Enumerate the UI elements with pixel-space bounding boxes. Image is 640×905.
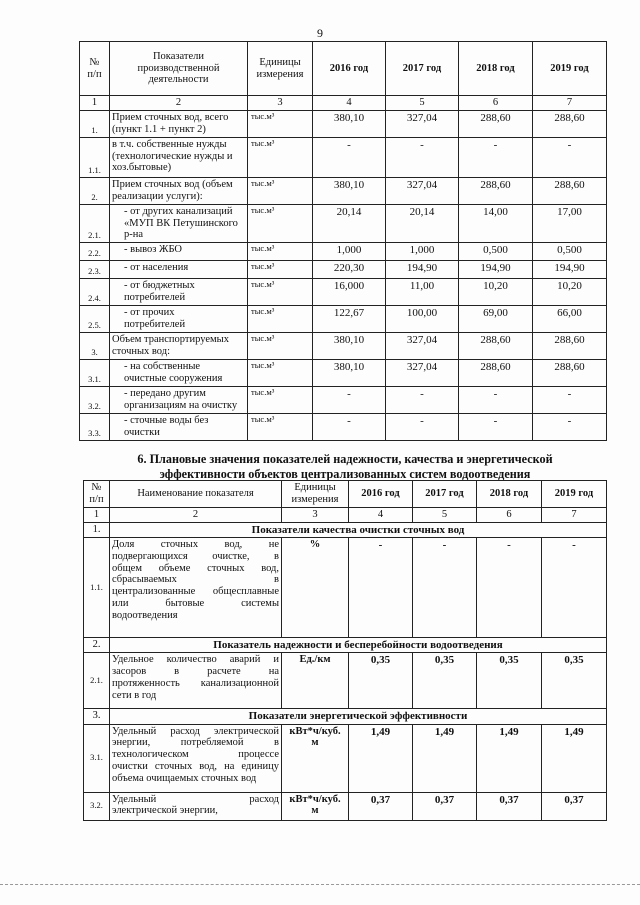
row-number: 3.2. xyxy=(80,387,110,414)
value-cell: 0,500 xyxy=(459,243,533,261)
value-cell: 380,10 xyxy=(313,110,386,137)
header-cell: 2016 год xyxy=(349,481,413,508)
row-number: 2.5. xyxy=(80,306,110,333)
indicator-name: - от бюджетных потребителей xyxy=(110,279,248,306)
value-cell: 0,500 xyxy=(533,243,607,261)
value-cell: - xyxy=(386,137,459,177)
section-row xyxy=(84,709,607,724)
header-cell: 2017 год xyxy=(386,42,459,96)
unit-cell: тыс.м³ xyxy=(248,360,313,387)
indicator-name: - сточные воды без очистки xyxy=(110,414,248,441)
indicator-name: Доля сточных вод, не подвергающихся очистке, в общем объеме сточных вод, сбрасываемых в централизованные общесплавные или бытовые системы водоотведения xyxy=(110,538,282,638)
section-row xyxy=(84,638,607,653)
value-cell: - xyxy=(459,414,533,441)
column-number: 6 xyxy=(459,96,533,111)
unit-cell: тыс.м³ xyxy=(248,279,313,306)
value-cell: - xyxy=(313,137,386,177)
indicator-name: - от других канализаций «МУП ВК Петушинского р-на xyxy=(110,204,248,242)
column-number: 4 xyxy=(313,96,386,111)
value-cell: 10,20 xyxy=(533,279,607,306)
unit-cell: тыс.м³ xyxy=(248,243,313,261)
table-row xyxy=(84,538,607,638)
indicator-name: Удельный расход электрической энергии, xyxy=(110,792,282,820)
table-row xyxy=(80,306,607,333)
value-cell: 380,10 xyxy=(313,333,386,360)
value-cell: - xyxy=(459,387,533,414)
row-number: 1. xyxy=(80,110,110,137)
unit-cell: кВт*ч/куб. м xyxy=(282,792,349,820)
table-row xyxy=(80,387,607,414)
value-cell: 16,000 xyxy=(313,279,386,306)
section-title: Показатели энергетической эффективности xyxy=(110,709,607,724)
scan-edge-divider xyxy=(0,884,640,885)
column-number-row xyxy=(80,96,607,111)
indicator-name: Объем транспортируемых сточных вод: xyxy=(110,333,248,360)
header-cell: 2019 год xyxy=(542,481,607,508)
column-number: 1 xyxy=(80,96,110,111)
header-cell: 2018 год xyxy=(459,42,533,96)
table-row xyxy=(80,177,607,204)
section-number: 3. xyxy=(84,709,110,724)
value-cell: 0,37 xyxy=(542,792,607,820)
indicator-name: Прием сточных вод, всего (пункт 1.1 + пункт 2) xyxy=(110,110,248,137)
table-row xyxy=(80,333,607,360)
column-number: 2 xyxy=(110,508,282,523)
value-cell: 288,60 xyxy=(533,360,607,387)
table-row xyxy=(80,243,607,261)
indicator-name: - вывоз ЖБО xyxy=(110,243,248,261)
value-cell: 66,00 xyxy=(533,306,607,333)
row-number: 2. xyxy=(80,177,110,204)
column-number-row xyxy=(84,508,607,523)
table-row xyxy=(80,137,607,177)
page-number: 9 xyxy=(317,26,323,40)
unit-cell: % xyxy=(282,538,349,638)
table-row xyxy=(84,653,607,709)
row-number: 2.3. xyxy=(80,261,110,279)
value-cell: 69,00 xyxy=(459,306,533,333)
indicator-name: - на собственные очистные сооружения xyxy=(110,360,248,387)
value-cell: 194,90 xyxy=(533,261,607,279)
indicators-table xyxy=(83,480,607,821)
unit-cell: тыс.м³ xyxy=(248,387,313,414)
header-cell: 2016 год xyxy=(313,42,386,96)
indicator-name: Прием сточных вод (объем реализации услуги): xyxy=(110,177,248,204)
value-cell: 380,10 xyxy=(313,177,386,204)
value-cell: - xyxy=(386,414,459,441)
column-number: 5 xyxy=(413,508,477,523)
column-number: 2 xyxy=(110,96,248,111)
column-number: 7 xyxy=(542,508,607,523)
table-row xyxy=(80,414,607,441)
value-cell: 100,00 xyxy=(386,306,459,333)
indicator-name: - от прочих потребителей xyxy=(110,306,248,333)
section-title: 6. Плановые значения показателей надежности, качества и энергетической эффективности объектов централизованных систем водоотведения xyxy=(137,452,553,481)
header-cell: 2017 год xyxy=(413,481,477,508)
indicator-name: в т.ч. собственные нужды (технологические нужды и хоз.бытовые) xyxy=(110,137,248,177)
header-cell: Единицы измерения xyxy=(248,42,313,96)
indicator-name: Удельный расход электрической энергии, потребляемой в технологическом процессе очистки сточных вод, на единицу объема очищаемых сточных вод xyxy=(110,724,282,792)
row-number: 1.1. xyxy=(80,137,110,177)
value-cell: 288,60 xyxy=(459,110,533,137)
column-number: 6 xyxy=(477,508,542,523)
row-number: 2.4. xyxy=(80,279,110,306)
column-number: 1 xyxy=(84,508,110,523)
value-cell: 194,90 xyxy=(459,261,533,279)
row-number: 3.1. xyxy=(80,360,110,387)
value-cell: 380,10 xyxy=(313,360,386,387)
value-cell: 0,37 xyxy=(477,792,542,820)
row-number: 2.1. xyxy=(84,653,110,709)
section-title: Показатели качества очистки сточных вод xyxy=(110,522,607,537)
header-cell: Единицы измерения xyxy=(282,481,349,508)
table-row xyxy=(84,724,607,792)
table2-body xyxy=(84,522,607,820)
unit-cell: тыс.м³ xyxy=(248,137,313,177)
table-row xyxy=(80,261,607,279)
section-number: 2. xyxy=(84,638,110,653)
value-cell: 17,00 xyxy=(533,204,607,242)
production-table xyxy=(79,41,607,441)
row-number: 3.3. xyxy=(80,414,110,441)
header-cell: 2019 год xyxy=(533,42,607,96)
column-number: 7 xyxy=(533,96,607,111)
value-cell: 1,49 xyxy=(349,724,413,792)
value-cell: 20,14 xyxy=(386,204,459,242)
header-cell: № п/п xyxy=(84,481,110,508)
header-cell: Наименование показателя xyxy=(110,481,282,508)
row-number: 3.1. xyxy=(84,724,110,792)
value-cell: - xyxy=(386,387,459,414)
value-cell: 288,60 xyxy=(533,110,607,137)
value-cell: - xyxy=(533,137,607,177)
unit-cell: тыс.м³ xyxy=(248,333,313,360)
section-number: 1. xyxy=(84,522,110,537)
value-cell: - xyxy=(313,387,386,414)
unit-cell: тыс.м³ xyxy=(248,110,313,137)
value-cell: 288,60 xyxy=(533,177,607,204)
unit-cell: тыс.м³ xyxy=(248,414,313,441)
value-cell: - xyxy=(313,414,386,441)
value-cell: 10,20 xyxy=(459,279,533,306)
value-cell: 288,60 xyxy=(533,333,607,360)
value-cell: 1,000 xyxy=(386,243,459,261)
row-number: 3. xyxy=(80,333,110,360)
table-header-row xyxy=(84,481,607,508)
table-row xyxy=(80,360,607,387)
table-row xyxy=(84,792,607,820)
value-cell: 122,67 xyxy=(313,306,386,333)
value-cell: - xyxy=(477,538,542,638)
value-cell: 20,14 xyxy=(313,204,386,242)
value-cell: 14,00 xyxy=(459,204,533,242)
value-cell: 0,35 xyxy=(477,653,542,709)
unit-cell: тыс.м³ xyxy=(248,306,313,333)
row-number: 1.1. xyxy=(84,538,110,638)
value-cell: - xyxy=(542,538,607,638)
table-row xyxy=(80,110,607,137)
indicator-name: - от населения xyxy=(110,261,248,279)
value-cell: 0,35 xyxy=(413,653,477,709)
table1-body xyxy=(80,110,607,440)
value-cell: 327,04 xyxy=(386,333,459,360)
value-cell: - xyxy=(413,538,477,638)
value-cell: 0,37 xyxy=(349,792,413,820)
value-cell: 1,49 xyxy=(413,724,477,792)
header-cell: № п/п xyxy=(80,42,110,96)
table-row xyxy=(80,279,607,306)
indicator-name: - передано другим организациям на очистку xyxy=(110,387,248,414)
section-row xyxy=(84,522,607,537)
table-header-row xyxy=(80,42,607,96)
unit-cell: Ед./км xyxy=(282,653,349,709)
value-cell: - xyxy=(533,414,607,441)
value-cell: 0,35 xyxy=(349,653,413,709)
header-cell: 2018 год xyxy=(477,481,542,508)
value-cell: 327,04 xyxy=(386,177,459,204)
value-cell: 0,35 xyxy=(542,653,607,709)
unit-cell: тыс.м³ xyxy=(248,261,313,279)
value-cell: - xyxy=(459,137,533,177)
value-cell: 11,00 xyxy=(386,279,459,306)
unit-cell: кВт*ч/куб. м xyxy=(282,724,349,792)
column-number: 3 xyxy=(248,96,313,111)
row-number: 2.1. xyxy=(80,204,110,242)
section-title: Показатель надежности и бесперебойности водоотведения xyxy=(110,638,607,653)
value-cell: - xyxy=(533,387,607,414)
value-cell: 327,04 xyxy=(386,110,459,137)
value-cell: 220,30 xyxy=(313,261,386,279)
value-cell: 1,49 xyxy=(542,724,607,792)
value-cell: 1,49 xyxy=(477,724,542,792)
unit-cell: тыс.м³ xyxy=(248,177,313,204)
value-cell: 327,04 xyxy=(386,360,459,387)
row-number: 2.2. xyxy=(80,243,110,261)
value-cell: 288,60 xyxy=(459,360,533,387)
value-cell: 1,000 xyxy=(313,243,386,261)
unit-cell: тыс.м³ xyxy=(248,204,313,242)
value-cell: 288,60 xyxy=(459,177,533,204)
value-cell: 288,60 xyxy=(459,333,533,360)
header-cell: Показатели производственной деятельности xyxy=(110,42,248,96)
value-cell: - xyxy=(349,538,413,638)
column-number: 5 xyxy=(386,96,459,111)
column-number: 4 xyxy=(349,508,413,523)
row-number: 3.2. xyxy=(84,792,110,820)
indicator-name: Удельное количество аварий и засоров в расчете на протяженность канализационной сети в год xyxy=(110,653,282,709)
table-row xyxy=(80,204,607,242)
value-cell: 0,37 xyxy=(413,792,477,820)
value-cell: 194,90 xyxy=(386,261,459,279)
column-number: 3 xyxy=(282,508,349,523)
